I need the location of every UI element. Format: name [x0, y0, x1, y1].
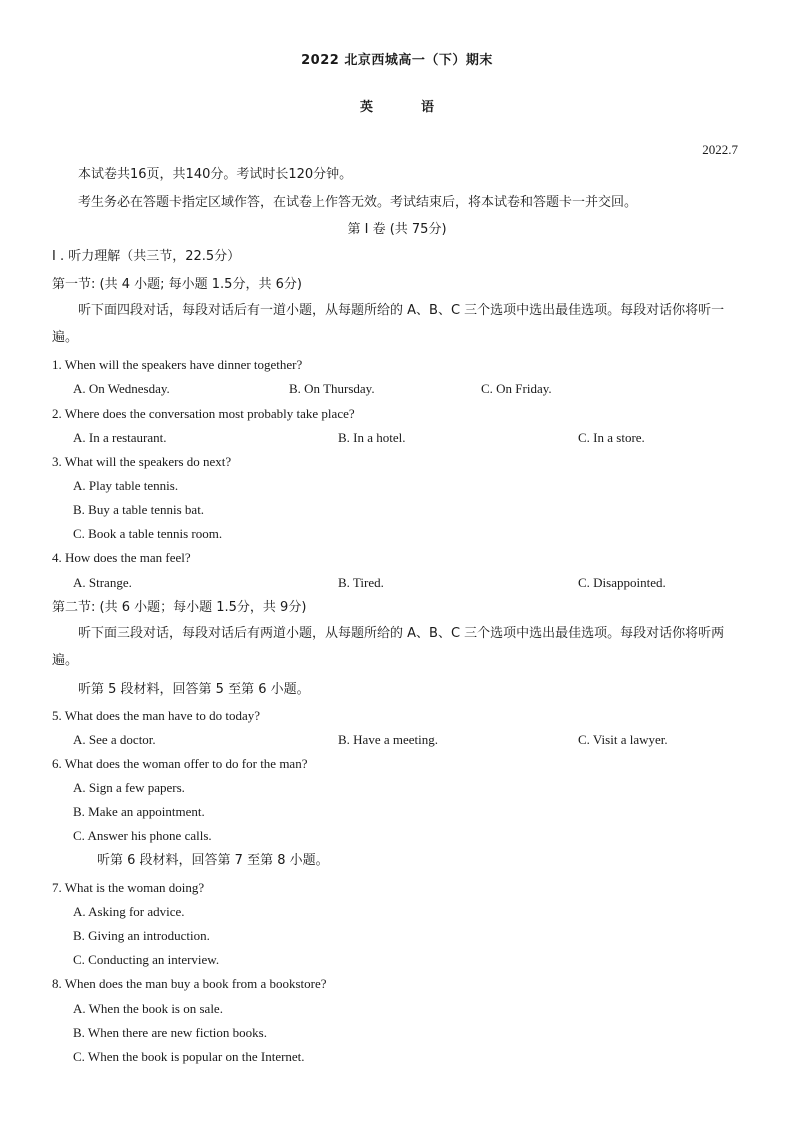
volume-heading: 第 I 卷 (共 75分)	[347, 222, 447, 237]
question-1-option-a: A. On Wednesday.	[73, 381, 170, 396]
part1-heading: I . 听力理解（共三节，22.5分）	[52, 249, 241, 264]
question-4-stem: 4. How does the man feel?	[52, 550, 191, 565]
question-6-option-b: B. Make an appointment.	[73, 804, 205, 819]
question-2-stem: 2. Where does the conversation most probably take place?	[52, 406, 355, 421]
question-4-option-c: C. Disappointed.	[578, 575, 666, 590]
section1-instruction: 听下面四段对话，每段对话后有一道小题，从每题所给的 A、B、C 三个选项中选出最佳选项。每段对话你将听一遍。	[52, 303, 725, 345]
intro-line-1: 本试卷共16页，共140分。考试时长120分钟。	[78, 167, 353, 182]
question-7-stem: 7. What is the woman doing?	[52, 880, 205, 895]
question-5-option-c: C. Visit a lawyer.	[578, 732, 668, 747]
question-6-stem: 6. What does the woman offer to do for the man?	[52, 756, 308, 771]
question-4-option-b: B. Tired.	[338, 575, 384, 590]
question-5-option-b: B. Have a meeting.	[338, 732, 438, 747]
question-6-option-a: A. Sign a few papers.	[73, 780, 185, 795]
question-7-option-c: C. Conducting an interview.	[73, 952, 220, 967]
question-1-stem: 1. When will the speakers have dinner together?	[52, 357, 303, 372]
question-2-option-a: A. In a restaurant.	[73, 430, 167, 445]
question-1-option-b: B. On Thursday.	[289, 381, 375, 396]
question-3-option-a: A. Play table tennis.	[73, 478, 179, 493]
section2-heading: 第二节: (共 6 小题；每小题 1.5分，共 9分)	[52, 600, 307, 615]
question-2-option-b: B. In a hotel.	[338, 430, 406, 445]
material-6-note: 听第 6 段材料，回答第 7 至第 8 小题。	[97, 853, 329, 868]
question-7-option-a: A. Asking for advice.	[73, 904, 185, 919]
question-3-option-b: B. Buy a table tennis bat.	[73, 502, 205, 517]
question-4-option-a: A. Strange.	[73, 575, 132, 590]
question-6-option-c: C. Answer his phone calls.	[73, 828, 212, 843]
subject-char-2: 语	[421, 100, 435, 115]
intro-line-2: 考生务必在答题卡指定区域作答，在试卷上作答无效。考试结束后，将本试卷和答题卡一并交回。	[78, 195, 638, 210]
section2-instruction: 听下面三段对话，每段对话后有两道小题，从每题所给的 A、B、C 三个选项中选出最佳选项。每段对话你将听两遍。	[52, 626, 725, 668]
material-5-note: 听第 5 段材料，回答第 5 至第 6 小题。	[78, 682, 310, 697]
exam-subject	[0, 96, 794, 115]
exam-date: 2022.7	[702, 142, 738, 157]
question-8-option-c: C. When the book is popular on the Internet.	[73, 1049, 305, 1064]
question-1-option-c: C. On Friday.	[481, 381, 552, 396]
question-3-stem: 3. What will the speakers do next?	[52, 454, 232, 469]
question-8-stem: 8. When does the man buy a book from a bookstore?	[52, 976, 327, 991]
exam-title: 2022 北京西城高一（下）期末	[301, 53, 493, 68]
subject-char-1: 英	[359, 100, 373, 115]
question-8-option-b: B. When there are new fiction books.	[73, 1025, 267, 1040]
question-2-option-c: C. In a store.	[578, 430, 645, 445]
question-3-option-c: C. Book a table tennis room.	[73, 526, 223, 541]
question-5-stem: 5. What does the man have to do today?	[52, 708, 261, 723]
question-5-option-a: A. See a doctor.	[73, 732, 156, 747]
question-7-option-b: B. Giving an introduction.	[73, 928, 210, 943]
section1-heading: 第一节: (共 4 小题; 每小题 1.5分，共 6分)	[52, 277, 302, 292]
question-8-option-a: A. When the book is on sale.	[73, 1001, 223, 1016]
